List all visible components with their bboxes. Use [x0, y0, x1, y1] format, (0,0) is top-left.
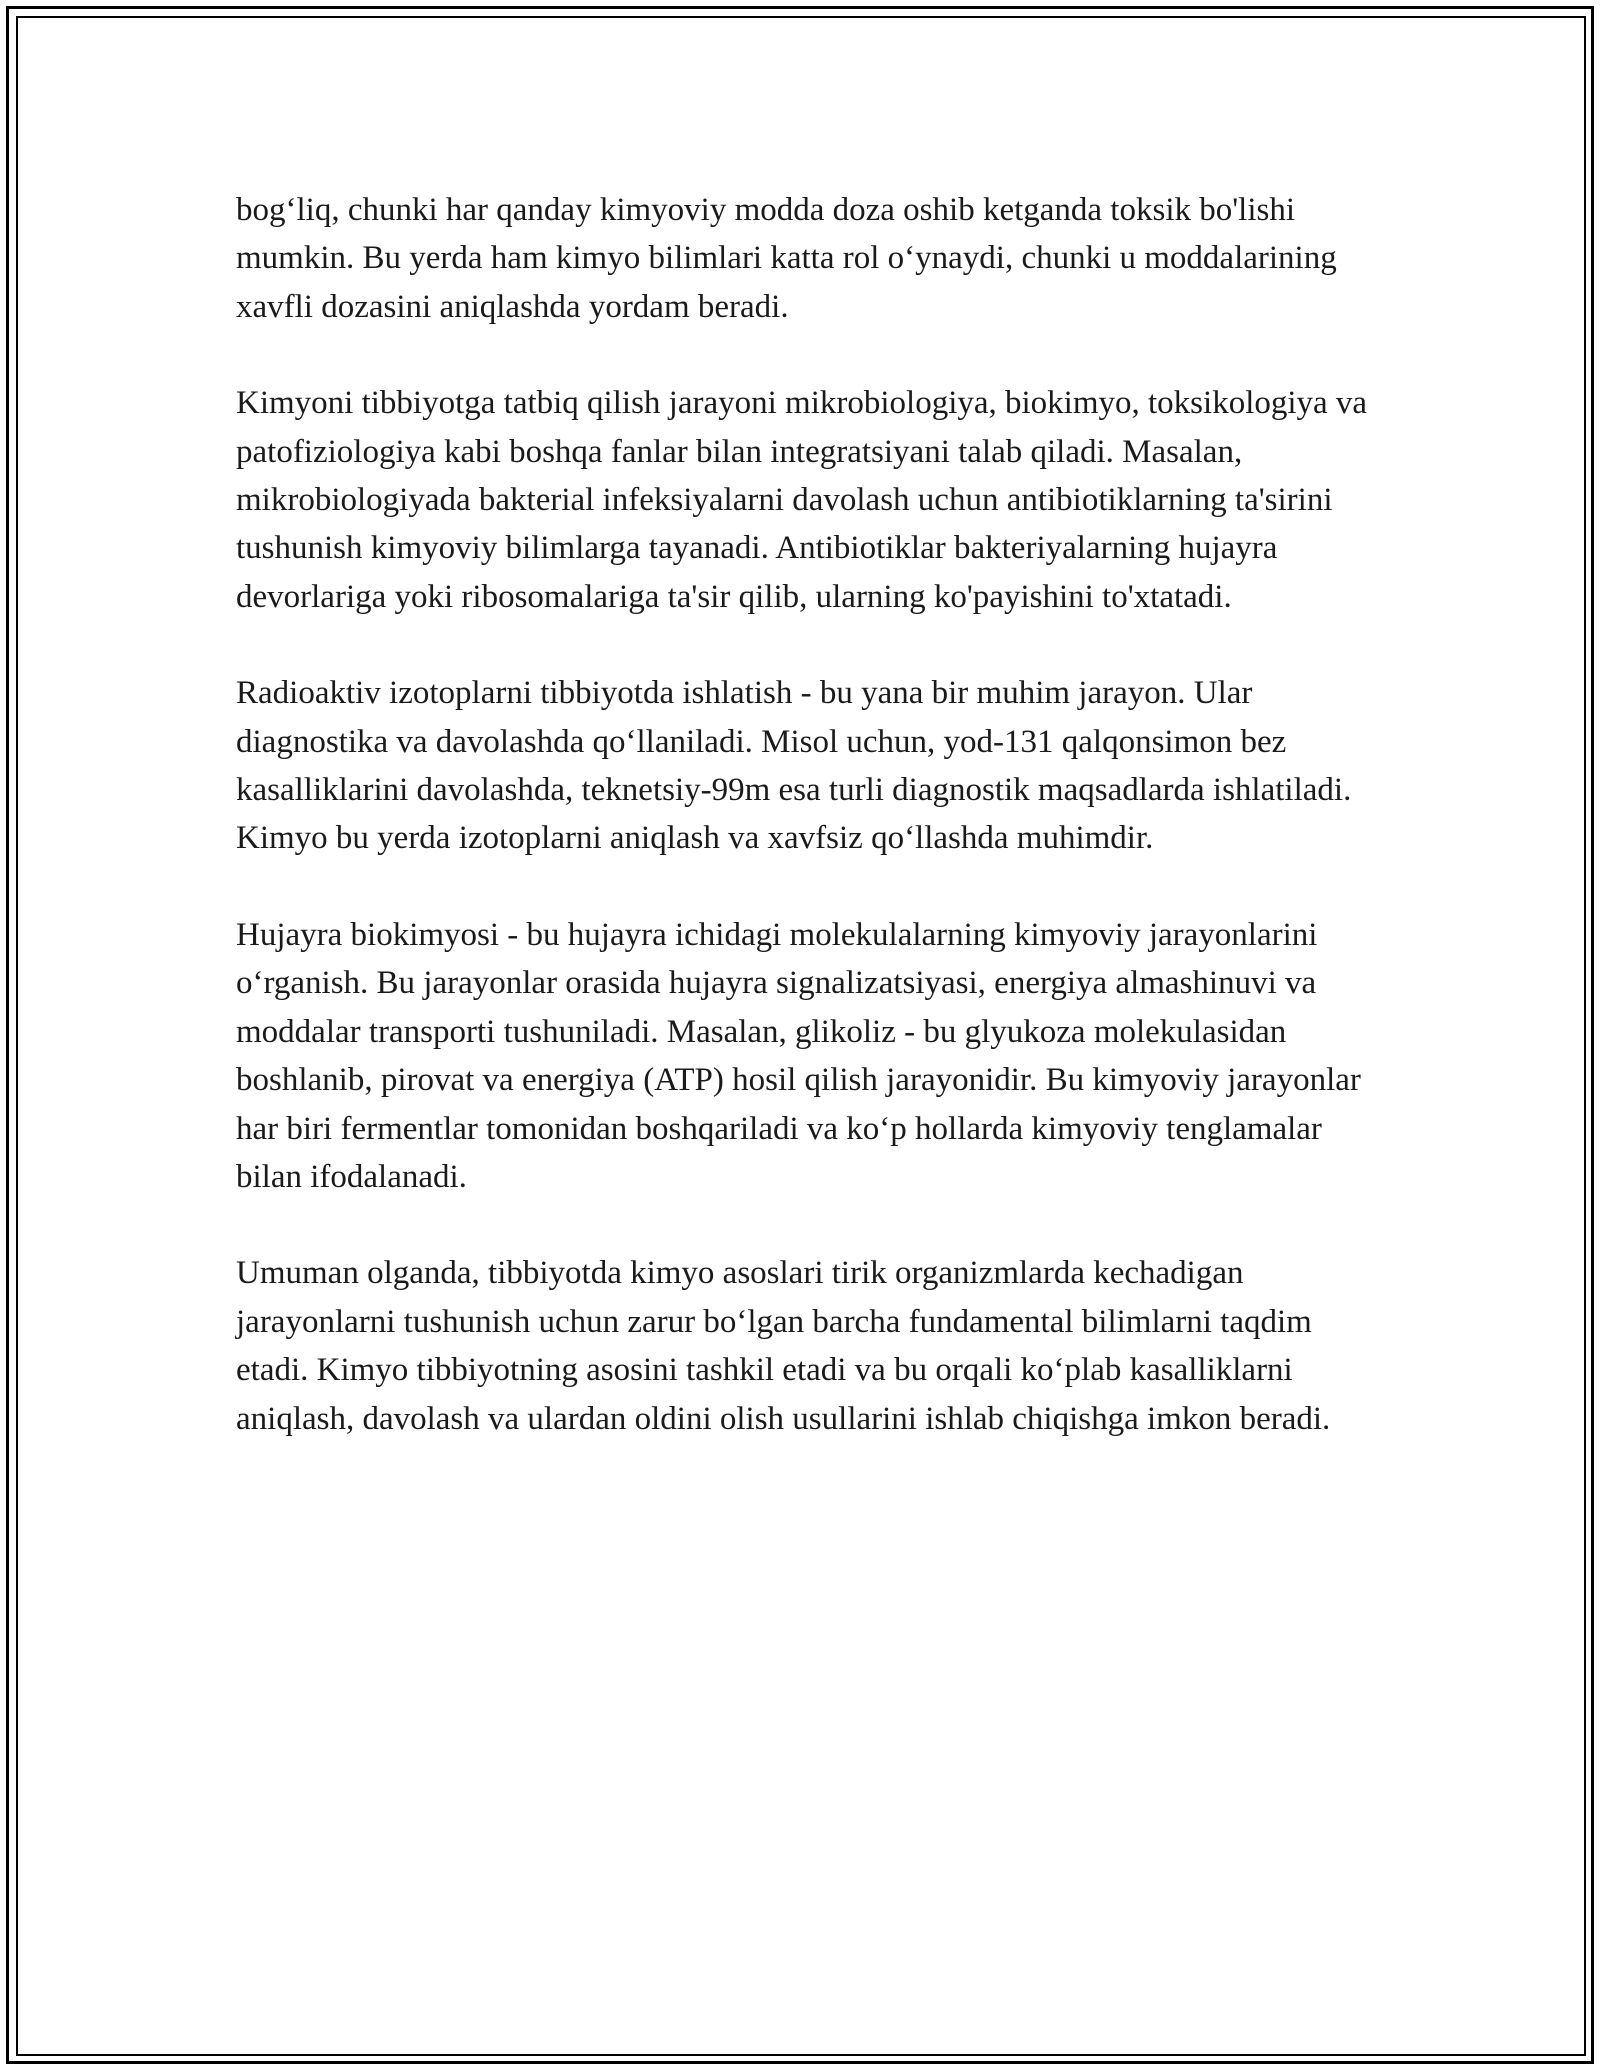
paragraph-1: bog‘liq, chunki har qanday kimyoviy modda doza oshib ketganda toksik bo'lishi mumkin. Bu yerda ham kimyo bilimlari katta rol o‘ynaydi, chunki u moddalarining xavfli dozasini aniqlashda yordam beradi. — [236, 192, 1337, 325]
paragraph-2: Kimyoni tibbiyotga tatbiq qilish jarayoni mikrobiologiya, biokimyo, toksikologiya va patofiziologiya kabi boshqa fanlar bilan integratsiyani talab qiladi. Masalan, mikrobiologiyada bakterial infeksiyalarni davolash uchun antibiotiklarning ta'sirini tushunish kimyoviy bilimlarga tayanadi. Antibiotiklar bakteriyalarning hujayra devorlariga yoki ribosomalariga ta'sir qilib, ularning ko'payishini to'xtatadi. — [236, 385, 1368, 615]
document-body — [236, 186, 1386, 1491]
paragraph-5: Umuman olganda, tibbiyotda kimyo asoslari tirik organizmlarda kechadigan jarayonlarni tushunish uchun zarur bo‘lgan barcha fundamental bilimlarni taqdim etadi. Kimyo tibbiyotning asosini tashkil etadi va bu orqali ko‘plab kasalliklarni aniqlash, davolash va ulardan oldini olish usullarini ishlab chiqishga imkon beradi. — [236, 1255, 1331, 1437]
paragraph-3: Radioaktiv izotoplarni tibbiyotda ishlatish - bu yana bir muhim jarayon. Ular diagnostika va davolashda qo‘llaniladi. Misol uchun, yod-131 qalqonsimon bez kasalliklarini davolashda, teknetsiy-99m esa turli diagnostik maqsadlarda ishlatiladi. Kimyo bu yerda izotoplarni aniqlash va xavfsiz qo‘llashda muhimdir. — [236, 675, 1352, 857]
paragraph-4: Hujayra biokimyosi - bu hujayra ichidagi molekulalarning kimyoviy jarayonlarini o‘rganish. Bu jarayonlar orasida hujayra signalizatsiyasi, energiya almashinuvi va moddalar transporti tushuniladi. Masalan, glikoliz - bu glyukoza molekulasidan boshlanib, pirovat va energiya (ATP) hosil qilish jarayonidir. Bu kimyoviy jarayonlar har biri fermentlar tomonidan boshqariladi va ko‘p hollarda kimyoviy tenglamalar bilan ifodalanadi. — [236, 916, 1361, 1195]
